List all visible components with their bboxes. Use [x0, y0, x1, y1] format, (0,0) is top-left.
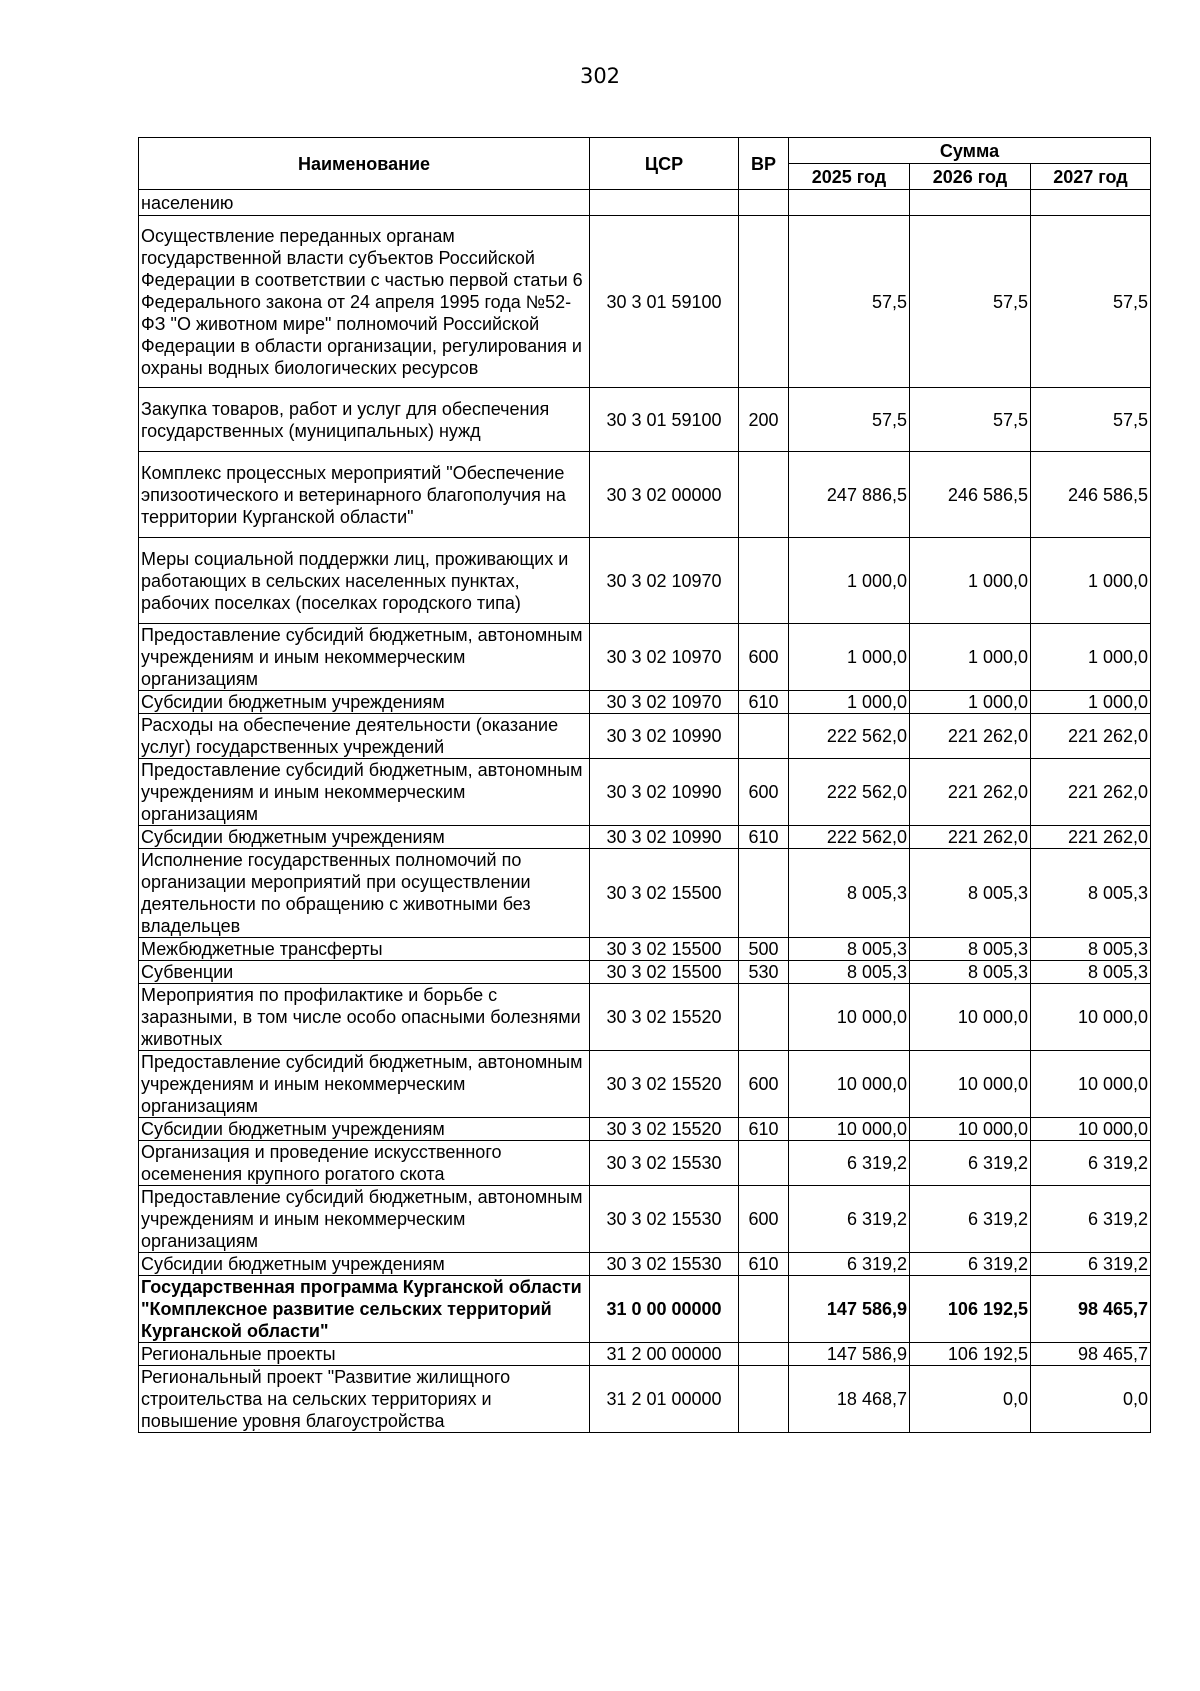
page-number: 302 — [579, 64, 621, 88]
row-sum-2025-cell: 18 468,7 — [789, 1366, 910, 1433]
header-name: Наименование — [139, 138, 590, 190]
row-sum-2027-cell: 221 262,0 — [1031, 826, 1151, 849]
row-vr-cell — [739, 1343, 789, 1366]
table-row — [139, 538, 1151, 624]
row-sum-2026-cell: 8 005,3 — [910, 961, 1031, 984]
row-sum-2026-cell: 6 319,2 — [910, 1141, 1031, 1186]
row-sum-2026-cell: 246 586,5 — [910, 452, 1031, 538]
row-name-cell: Региональные проекты — [139, 1343, 590, 1366]
table-row — [139, 388, 1151, 452]
row-vr-cell — [739, 538, 789, 624]
row-sum-2025-cell: 222 562,0 — [789, 759, 910, 826]
row-csr-cell: 30 3 02 15520 — [590, 1051, 739, 1118]
row-vr-cell — [739, 714, 789, 759]
row-sum-2026-cell: 6 319,2 — [910, 1253, 1031, 1276]
table-row — [139, 1051, 1151, 1118]
row-sum-2025-cell: 247 886,5 — [789, 452, 910, 538]
row-name-cell: Субсидии бюджетным учреждениям — [139, 691, 590, 714]
row-csr-cell: 30 3 02 10990 — [590, 826, 739, 849]
row-sum-2026-cell: 1 000,0 — [910, 624, 1031, 691]
table-row — [139, 1141, 1151, 1186]
row-sum-2027-cell: 10 000,0 — [1031, 1051, 1151, 1118]
table-row — [139, 216, 1151, 388]
row-csr-cell: 31 2 01 00000 — [590, 1366, 739, 1433]
table-row — [139, 1276, 1151, 1343]
row-name-cell: Межбюджетные трансферты — [139, 938, 590, 961]
row-sum-2027-cell: 0,0 — [1031, 1366, 1151, 1433]
row-sum-2026-cell: 10 000,0 — [910, 1051, 1031, 1118]
row-csr-cell: 30 3 02 10970 — [590, 624, 739, 691]
table-row — [139, 984, 1151, 1051]
row-sum-2026-cell: 106 192,5 — [910, 1276, 1031, 1343]
row-vr-cell: 600 — [739, 759, 789, 826]
row-vr-cell: 530 — [739, 961, 789, 984]
row-vr-cell — [739, 1141, 789, 1186]
row-name-cell: Закупка товаров, работ и услуг для обеспечения государственных (муниципальных) нужд — [139, 388, 590, 452]
row-sum-2026-cell: 8 005,3 — [910, 849, 1031, 938]
table-row — [139, 1253, 1151, 1276]
table-row — [139, 1343, 1151, 1366]
table-row — [139, 452, 1151, 538]
table-row — [139, 961, 1151, 984]
row-sum-2027-cell: 57,5 — [1031, 216, 1151, 388]
table-row — [139, 1366, 1151, 1433]
row-name-cell: Расходы на обеспечение деятельности (оказание услуг) государственных учреждений — [139, 714, 590, 759]
row-name-cell: Государственная программа Курганской области "Комплексное развитие сельских территорий Курганской области" — [139, 1276, 590, 1343]
table-row — [139, 190, 1151, 216]
table-row — [139, 714, 1151, 759]
row-name-cell: Предоставление субсидий бюджетным, автономным учреждениям и иным некоммерческим организациям — [139, 1051, 590, 1118]
row-name-cell: Субвенции — [139, 961, 590, 984]
header-csr: ЦСР — [590, 138, 739, 190]
row-vr-cell: 610 — [739, 826, 789, 849]
row-vr-cell: 600 — [739, 1186, 789, 1253]
row-name-cell: Комплекс процессных мероприятий "Обеспечение эпизоотического и ветеринарного благополучия на территории Курганской области" — [139, 452, 590, 538]
table-body — [139, 190, 1151, 1433]
row-sum-2025-cell: 57,5 — [789, 388, 910, 452]
row-sum-2026-cell: 57,5 — [910, 388, 1031, 452]
row-sum-2025-cell: 10 000,0 — [789, 1118, 910, 1141]
row-csr-cell: 30 3 01 59100 — [590, 216, 739, 388]
row-sum-2027-cell — [1031, 190, 1151, 216]
row-sum-2025-cell: 10 000,0 — [789, 984, 910, 1051]
row-sum-2027-cell: 98 465,7 — [1031, 1276, 1151, 1343]
row-sum-2025-cell: 1 000,0 — [789, 691, 910, 714]
row-vr-cell: 200 — [739, 388, 789, 452]
row-csr-cell: 30 3 02 15520 — [590, 984, 739, 1051]
row-sum-2026-cell: 106 192,5 — [910, 1343, 1031, 1366]
row-sum-2026-cell: 57,5 — [910, 216, 1031, 388]
row-vr-cell: 610 — [739, 1253, 789, 1276]
row-name-cell: Предоставление субсидий бюджетным, автономным учреждениям и иным некоммерческим организациям — [139, 624, 590, 691]
row-csr-cell: 30 3 02 10970 — [590, 691, 739, 714]
row-sum-2027-cell: 10 000,0 — [1031, 984, 1151, 1051]
row-name-cell: Субсидии бюджетным учреждениям — [139, 826, 590, 849]
table-row — [139, 938, 1151, 961]
table-row — [139, 849, 1151, 938]
row-vr-cell — [739, 1366, 789, 1433]
row-sum-2027-cell: 221 262,0 — [1031, 714, 1151, 759]
row-sum-2025-cell: 147 586,9 — [789, 1343, 910, 1366]
row-name-cell: Мероприятия по профилактике и борьбе с заразными, в том числе особо опасными болезнями животных — [139, 984, 590, 1051]
row-name-cell: Региональный проект "Развитие жилищного строительства на сельских территориях и повышение уровня благоустройства — [139, 1366, 590, 1433]
row-csr-cell: 30 3 02 10990 — [590, 759, 739, 826]
row-csr-cell: 30 3 02 15500 — [590, 849, 739, 938]
row-vr-cell — [739, 984, 789, 1051]
row-sum-2027-cell: 1 000,0 — [1031, 624, 1151, 691]
row-csr-cell: 30 3 02 00000 — [590, 452, 739, 538]
table-row — [139, 1118, 1151, 1141]
row-vr-cell — [739, 216, 789, 388]
row-sum-2027-cell: 246 586,5 — [1031, 452, 1151, 538]
row-sum-2027-cell: 8 005,3 — [1031, 849, 1151, 938]
row-sum-2026-cell: 221 262,0 — [910, 826, 1031, 849]
row-sum-2025-cell: 10 000,0 — [789, 1051, 910, 1118]
header-vr: ВР — [739, 138, 789, 190]
table-row — [139, 624, 1151, 691]
row-sum-2025-cell: 57,5 — [789, 216, 910, 388]
row-name-cell: Исполнение государственных полномочий по организации мероприятий при осуществлении деятельности по обращению с животными без владельцев — [139, 849, 590, 938]
table-row — [139, 759, 1151, 826]
row-vr-cell: 610 — [739, 691, 789, 714]
row-csr-cell: 30 3 02 15530 — [590, 1141, 739, 1186]
row-vr-cell — [739, 452, 789, 538]
row-name-cell: Организация и проведение искусственного осеменения крупного рогатого скота — [139, 1141, 590, 1186]
row-sum-2025-cell: 222 562,0 — [789, 826, 910, 849]
row-vr-cell — [739, 849, 789, 938]
row-name-cell: Субсидии бюджетным учреждениям — [139, 1253, 590, 1276]
table-row — [139, 1186, 1151, 1253]
budget-table — [138, 137, 1151, 1433]
row-sum-2026-cell: 0,0 — [910, 1366, 1031, 1433]
table-row — [139, 826, 1151, 849]
row-csr-cell: 30 3 02 10970 — [590, 538, 739, 624]
row-vr-cell: 600 — [739, 624, 789, 691]
row-name-cell: населению — [139, 190, 590, 216]
row-sum-2027-cell: 6 319,2 — [1031, 1141, 1151, 1186]
row-vr-cell — [739, 1276, 789, 1343]
row-sum-2026-cell: 10 000,0 — [910, 1118, 1031, 1141]
row-sum-2026-cell: 221 262,0 — [910, 759, 1031, 826]
row-vr-cell: 600 — [739, 1051, 789, 1118]
row-csr-cell: 30 3 01 59100 — [590, 388, 739, 452]
row-sum-2025-cell: 8 005,3 — [789, 961, 910, 984]
row-vr-cell — [739, 190, 789, 216]
row-sum-2026-cell: 8 005,3 — [910, 938, 1031, 961]
row-vr-cell: 500 — [739, 938, 789, 961]
row-name-cell: Предоставление субсидий бюджетным, автономным учреждениям и иным некоммерческим организациям — [139, 1186, 590, 1253]
row-sum-2027-cell: 8 005,3 — [1031, 961, 1151, 984]
header-year-2025: 2025 год — [789, 164, 910, 190]
row-sum-2027-cell: 221 262,0 — [1031, 759, 1151, 826]
row-csr-cell: 30 3 02 15520 — [590, 1118, 739, 1141]
row-name-cell: Субсидии бюджетным учреждениям — [139, 1118, 590, 1141]
header-year-2027: 2027 год — [1031, 164, 1151, 190]
row-sum-2027-cell: 10 000,0 — [1031, 1118, 1151, 1141]
row-sum-2027-cell: 1 000,0 — [1031, 538, 1151, 624]
row-sum-2026-cell: 1 000,0 — [910, 691, 1031, 714]
row-sum-2027-cell: 98 465,7 — [1031, 1343, 1151, 1366]
row-name-cell: Осуществление переданных органам государственной власти субъектов Российской Федерации в соответствии с частью первой статьи 6 Федерального закона от 24 апреля 1995 года №52-ФЗ "О животном мире" полномочий Российской Федерации в области организации, регулирования и охраны водных биологических ресурсов — [139, 216, 590, 388]
row-sum-2025-cell: 6 319,2 — [789, 1253, 910, 1276]
row-csr-cell: 30 3 02 15530 — [590, 1253, 739, 1276]
row-csr-cell — [590, 190, 739, 216]
row-sum-2025-cell: 6 319,2 — [789, 1141, 910, 1186]
row-sum-2025-cell: 1 000,0 — [789, 538, 910, 624]
row-vr-cell: 610 — [739, 1118, 789, 1141]
row-sum-2025-cell: 6 319,2 — [789, 1186, 910, 1253]
row-name-cell: Предоставление субсидий бюджетным, автономным учреждениям и иным некоммерческим организациям — [139, 759, 590, 826]
row-csr-cell: 30 3 02 10990 — [590, 714, 739, 759]
row-sum-2026-cell: 6 319,2 — [910, 1186, 1031, 1253]
row-sum-2026-cell — [910, 190, 1031, 216]
row-csr-cell: 31 2 00 00000 — [590, 1343, 739, 1366]
header-year-2026: 2026 год — [910, 164, 1031, 190]
row-sum-2027-cell: 57,5 — [1031, 388, 1151, 452]
row-sum-2025-cell: 1 000,0 — [789, 624, 910, 691]
row-csr-cell: 30 3 02 15500 — [590, 938, 739, 961]
row-sum-2027-cell: 6 319,2 — [1031, 1186, 1151, 1253]
row-csr-cell: 30 3 02 15500 — [590, 961, 739, 984]
row-sum-2025-cell — [789, 190, 910, 216]
row-sum-2027-cell: 8 005,3 — [1031, 938, 1151, 961]
row-sum-2027-cell: 1 000,0 — [1031, 691, 1151, 714]
row-sum-2026-cell: 1 000,0 — [910, 538, 1031, 624]
row-csr-cell: 30 3 02 15530 — [590, 1186, 739, 1253]
header-sum: Сумма — [789, 138, 1151, 164]
row-csr-cell: 31 0 00 00000 — [590, 1276, 739, 1343]
row-sum-2025-cell: 222 562,0 — [789, 714, 910, 759]
row-sum-2026-cell: 10 000,0 — [910, 984, 1031, 1051]
row-sum-2027-cell: 6 319,2 — [1031, 1253, 1151, 1276]
table-row — [139, 691, 1151, 714]
row-sum-2025-cell: 8 005,3 — [789, 938, 910, 961]
row-sum-2025-cell: 147 586,9 — [789, 1276, 910, 1343]
row-sum-2026-cell: 221 262,0 — [910, 714, 1031, 759]
row-sum-2025-cell: 8 005,3 — [789, 849, 910, 938]
row-name-cell: Меры социальной поддержки лиц, проживающих и работающих в сельских населенных пунктах, рабочих поселках (поселках городского типа) — [139, 538, 590, 624]
